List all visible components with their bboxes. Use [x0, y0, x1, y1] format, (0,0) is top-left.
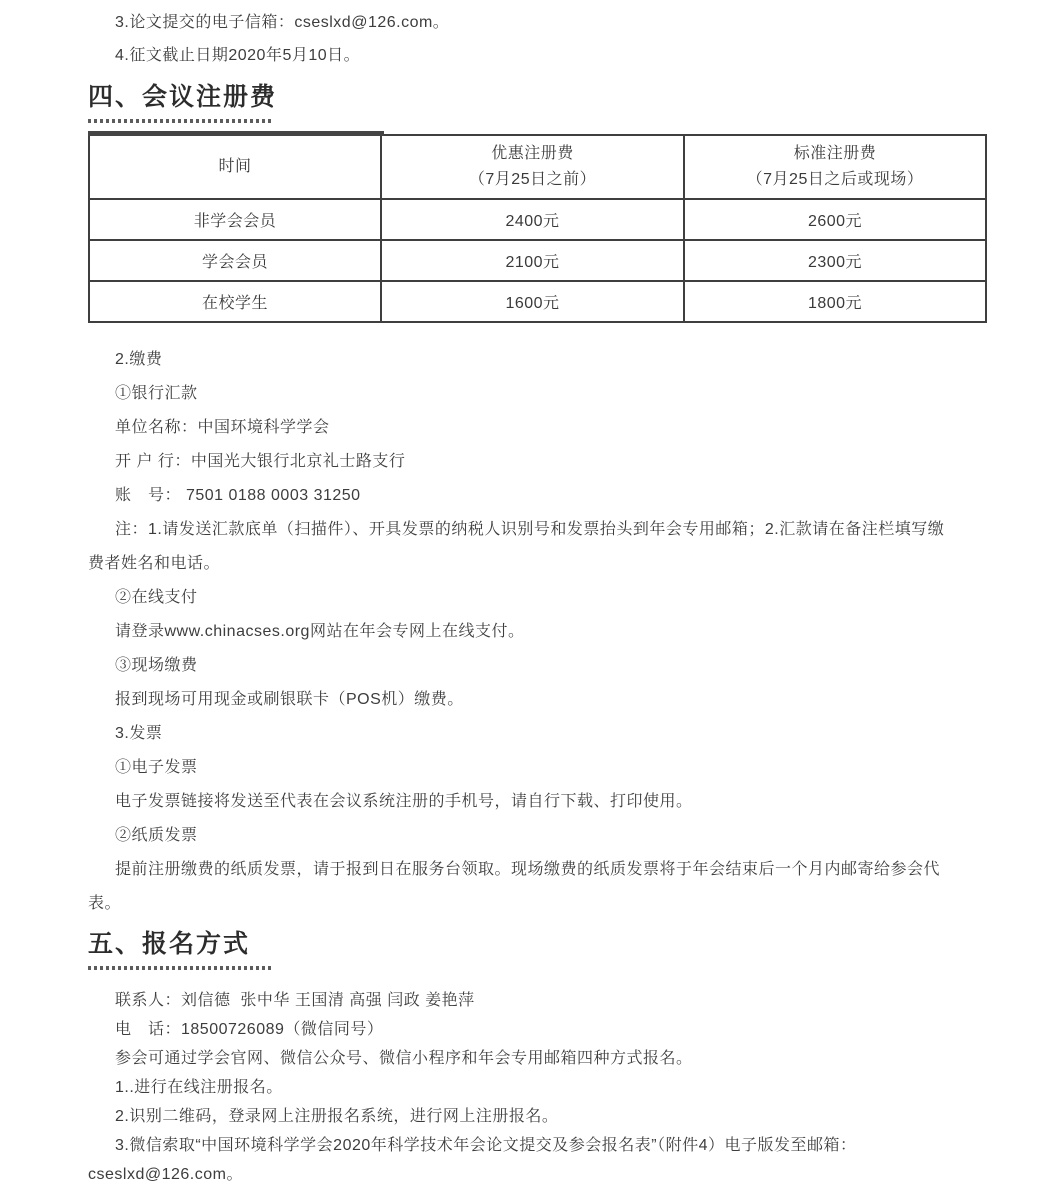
col-header-early-fee-title: 优惠注册费	[491, 145, 574, 162]
line-online-payment: ②在线支付	[115, 589, 198, 606]
line-submission-deadline: 4.征文截止日期2020年5月10日。	[115, 47, 361, 64]
line-e-invoice: ①电子发票	[115, 759, 198, 776]
line-registration-channels: 参会可通过学会官网、微信公众号、微信小程序和年会专用邮箱四种方式报名。	[115, 1050, 693, 1067]
category-cell: 在校学生	[89, 281, 381, 322]
standard-fee-cell: 2300元	[684, 240, 986, 281]
line-remittance-note-2: 费者姓名和电话。	[88, 555, 221, 572]
line-paper-invoice-detail-1: 提前注册缴费的纸质发票，请于报到日在服务台领取。现场缴费的纸质发票将于年会结束后一个月内邮寄给参会代	[115, 861, 941, 878]
early-fee-cell: 1600元	[381, 281, 684, 322]
line-account-number: 账 号： 7501 0188 0003 31250	[115, 487, 361, 504]
registration-fee-table	[88, 134, 985, 323]
table-row	[89, 281, 986, 322]
col-header-standard-fee-condition: （7月25日之后或现场）	[746, 171, 924, 188]
payment-info-block	[88, 343, 985, 921]
line-contacts: 联系人：刘信德 张中华 王国清 高强 闫政 姜艳萍	[115, 992, 475, 1009]
col-header-early-fee-condition: （7月25日之前）	[468, 171, 597, 188]
line-paper-invoice: ②纸质发票	[115, 827, 198, 844]
section-fee-heading: 四、会议注册费	[88, 83, 278, 111]
early-fee-cell: 2400元	[381, 199, 684, 240]
standard-fee-cell: 2600元	[684, 199, 986, 240]
line-bank-transfer: ①银行汇款	[115, 385, 198, 402]
table-row	[89, 240, 986, 281]
col-header-standard-fee	[684, 135, 986, 199]
line-method-3-continued: cseslxd@126.com。	[88, 1166, 243, 1183]
section-signup-heading-underline	[88, 966, 274, 970]
line-paper-invoice-detail-2: 表。	[88, 895, 122, 912]
line-method-1: 1..进行在线注册报名。	[115, 1079, 283, 1096]
line-remittance-note-1: 注：1.请发送汇款底单（扫描件）、开具发票的纳税人识别号和发票抬头到年会专用邮箱；2.汇款请在备注栏填写缴	[115, 521, 945, 538]
table-header-row	[89, 135, 986, 199]
line-org-name: 单位名称：中国环境科学学会	[115, 419, 330, 436]
line-invoice: 3.发票	[115, 725, 163, 742]
category-cell: 学会会员	[89, 240, 381, 281]
signup-info-block	[88, 986, 985, 1189]
standard-fee-cell: 1800元	[684, 281, 986, 322]
col-header-early-fee	[381, 135, 684, 199]
line-paper-email: 3.论文提交的电子信箱：cseslxd@126.com。	[115, 14, 450, 31]
category-cell: 非学会会员	[89, 199, 381, 240]
line-payment: 2.缴费	[115, 351, 163, 368]
col-header-standard-fee-title: 标准注册费	[793, 145, 877, 162]
line-method-3: 3.微信索取“中国环境科学学会2020年科学技术年会论文提交及参会报名表”（附件4）电子版发至邮箱：	[115, 1137, 857, 1154]
line-e-invoice-detail: 电子发票链接将发送至代表在会议系统注册的手机号，请自行下载、打印使用。	[115, 793, 693, 810]
line-bank-branch: 开 户 行：中国光大银行北京礼士路支行	[115, 453, 406, 470]
col-header-time: 时间	[89, 135, 381, 199]
table-top-thick-border	[88, 131, 384, 136]
section-signup-heading: 五、报名方式	[88, 930, 251, 958]
section-fee-heading-underline	[88, 119, 274, 123]
line-phone: 电 话：18500726089（微信同号）	[115, 1021, 384, 1038]
line-method-2: 2.识别二维码，登录网上注册报名系统，进行网上注册报名。	[115, 1108, 559, 1125]
line-onsite-payment: ③现场缴费	[115, 657, 198, 674]
table-row	[89, 199, 986, 240]
line-online-payment-url: 请登录www.chinacses.org网站在年会专网上在线支付。	[115, 623, 525, 640]
early-fee-cell: 2100元	[381, 240, 684, 281]
line-onsite-payment-detail: 报到现场可用现金或刷银联卡（POS机）缴费。	[115, 691, 464, 708]
